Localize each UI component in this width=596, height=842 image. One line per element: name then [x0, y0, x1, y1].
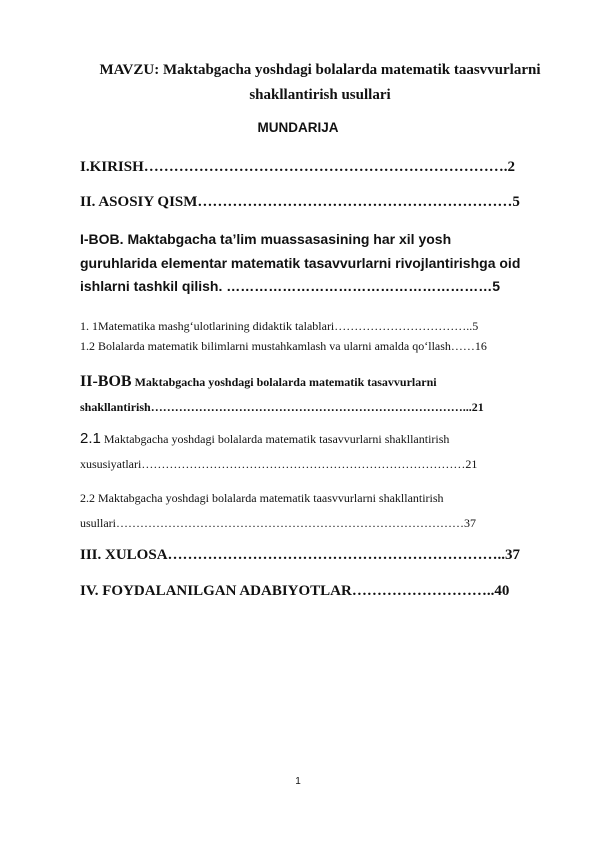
- toc-entry-bob-1: [80, 228, 520, 299]
- item-2-2-line-1: 2.2 Maktabgacha yoshdagi bolalarda matematik taasvvurlarni shakllantirish: [80, 491, 444, 505]
- toc-entry-kirish: I.KIRISH……………………………………………………………….2: [80, 159, 516, 175]
- toc-entry-bob-2: [80, 370, 484, 419]
- toc-entry-1-1: 1. 1Matematika mashg‘ulotlarining didaktik talablari……………………………..5: [80, 319, 479, 333]
- document-title: [60, 58, 580, 108]
- toc-entry-adabiyotlar: IV. FOYDALANILGAN ADABIYOTLAR………………………..40: [80, 583, 510, 599]
- item-2-1-line-2: xususiyatlari………………………………………………………………………21: [80, 456, 478, 471]
- bob-2-line-2: shakllantirish……………………………………………………………………...21: [80, 399, 484, 414]
- item-2-2-line-2: usullari……………………………………………………………………………37: [80, 515, 476, 530]
- bob-1-line-2: guruhlarida elementar matematik tasavvurlarni rivojlantirishga oid: [80, 254, 521, 271]
- contents-heading: MUNDARIJA: [257, 120, 339, 135]
- item-2-1-title-rest: Maktabgacha yoshdagi bolalarda matematik tasavvurlarni shakllantirish: [100, 432, 450, 446]
- toc-entry-xulosa: III. XULOSA…………………………………………………………..37: [80, 547, 521, 563]
- title-line-1: MAVZU: Maktabgacha yoshdagi bolalarda matematik taasvvurlarni: [99, 62, 541, 78]
- bob-1-line-3: ishlarni tashkil qilish. …………………………………………………5: [80, 278, 501, 294]
- toc-entry-2-2: [80, 486, 476, 535]
- title-line-2: shakllantirish usullari: [249, 87, 391, 103]
- toc-entry-2-1: [80, 427, 477, 476]
- bob-2-prefix: II-BOB: [80, 373, 132, 390]
- page-number: 1: [295, 776, 301, 787]
- item-2-1-line-1: [80, 427, 477, 452]
- bob-1-line-1: I-BOB. Maktabgacha ta’lim muassasasining har xil yosh: [80, 231, 452, 247]
- bob-2-title-rest: Maktabgacha yoshdagi bolalarda matematik tasavvurlarni: [131, 375, 437, 389]
- toc-entry-1-2: 1.2 Bolalarda matematik bilimlarni mustahkamlash va ularni amalda qo‘llash……16: [80, 339, 487, 353]
- toc-entry-asosiy-qism: II. ASOSIY QISM………………………………………………………5: [80, 194, 520, 210]
- bob-2-line-1: [80, 370, 484, 395]
- item-2-1-prefix: 2.1: [80, 430, 101, 447]
